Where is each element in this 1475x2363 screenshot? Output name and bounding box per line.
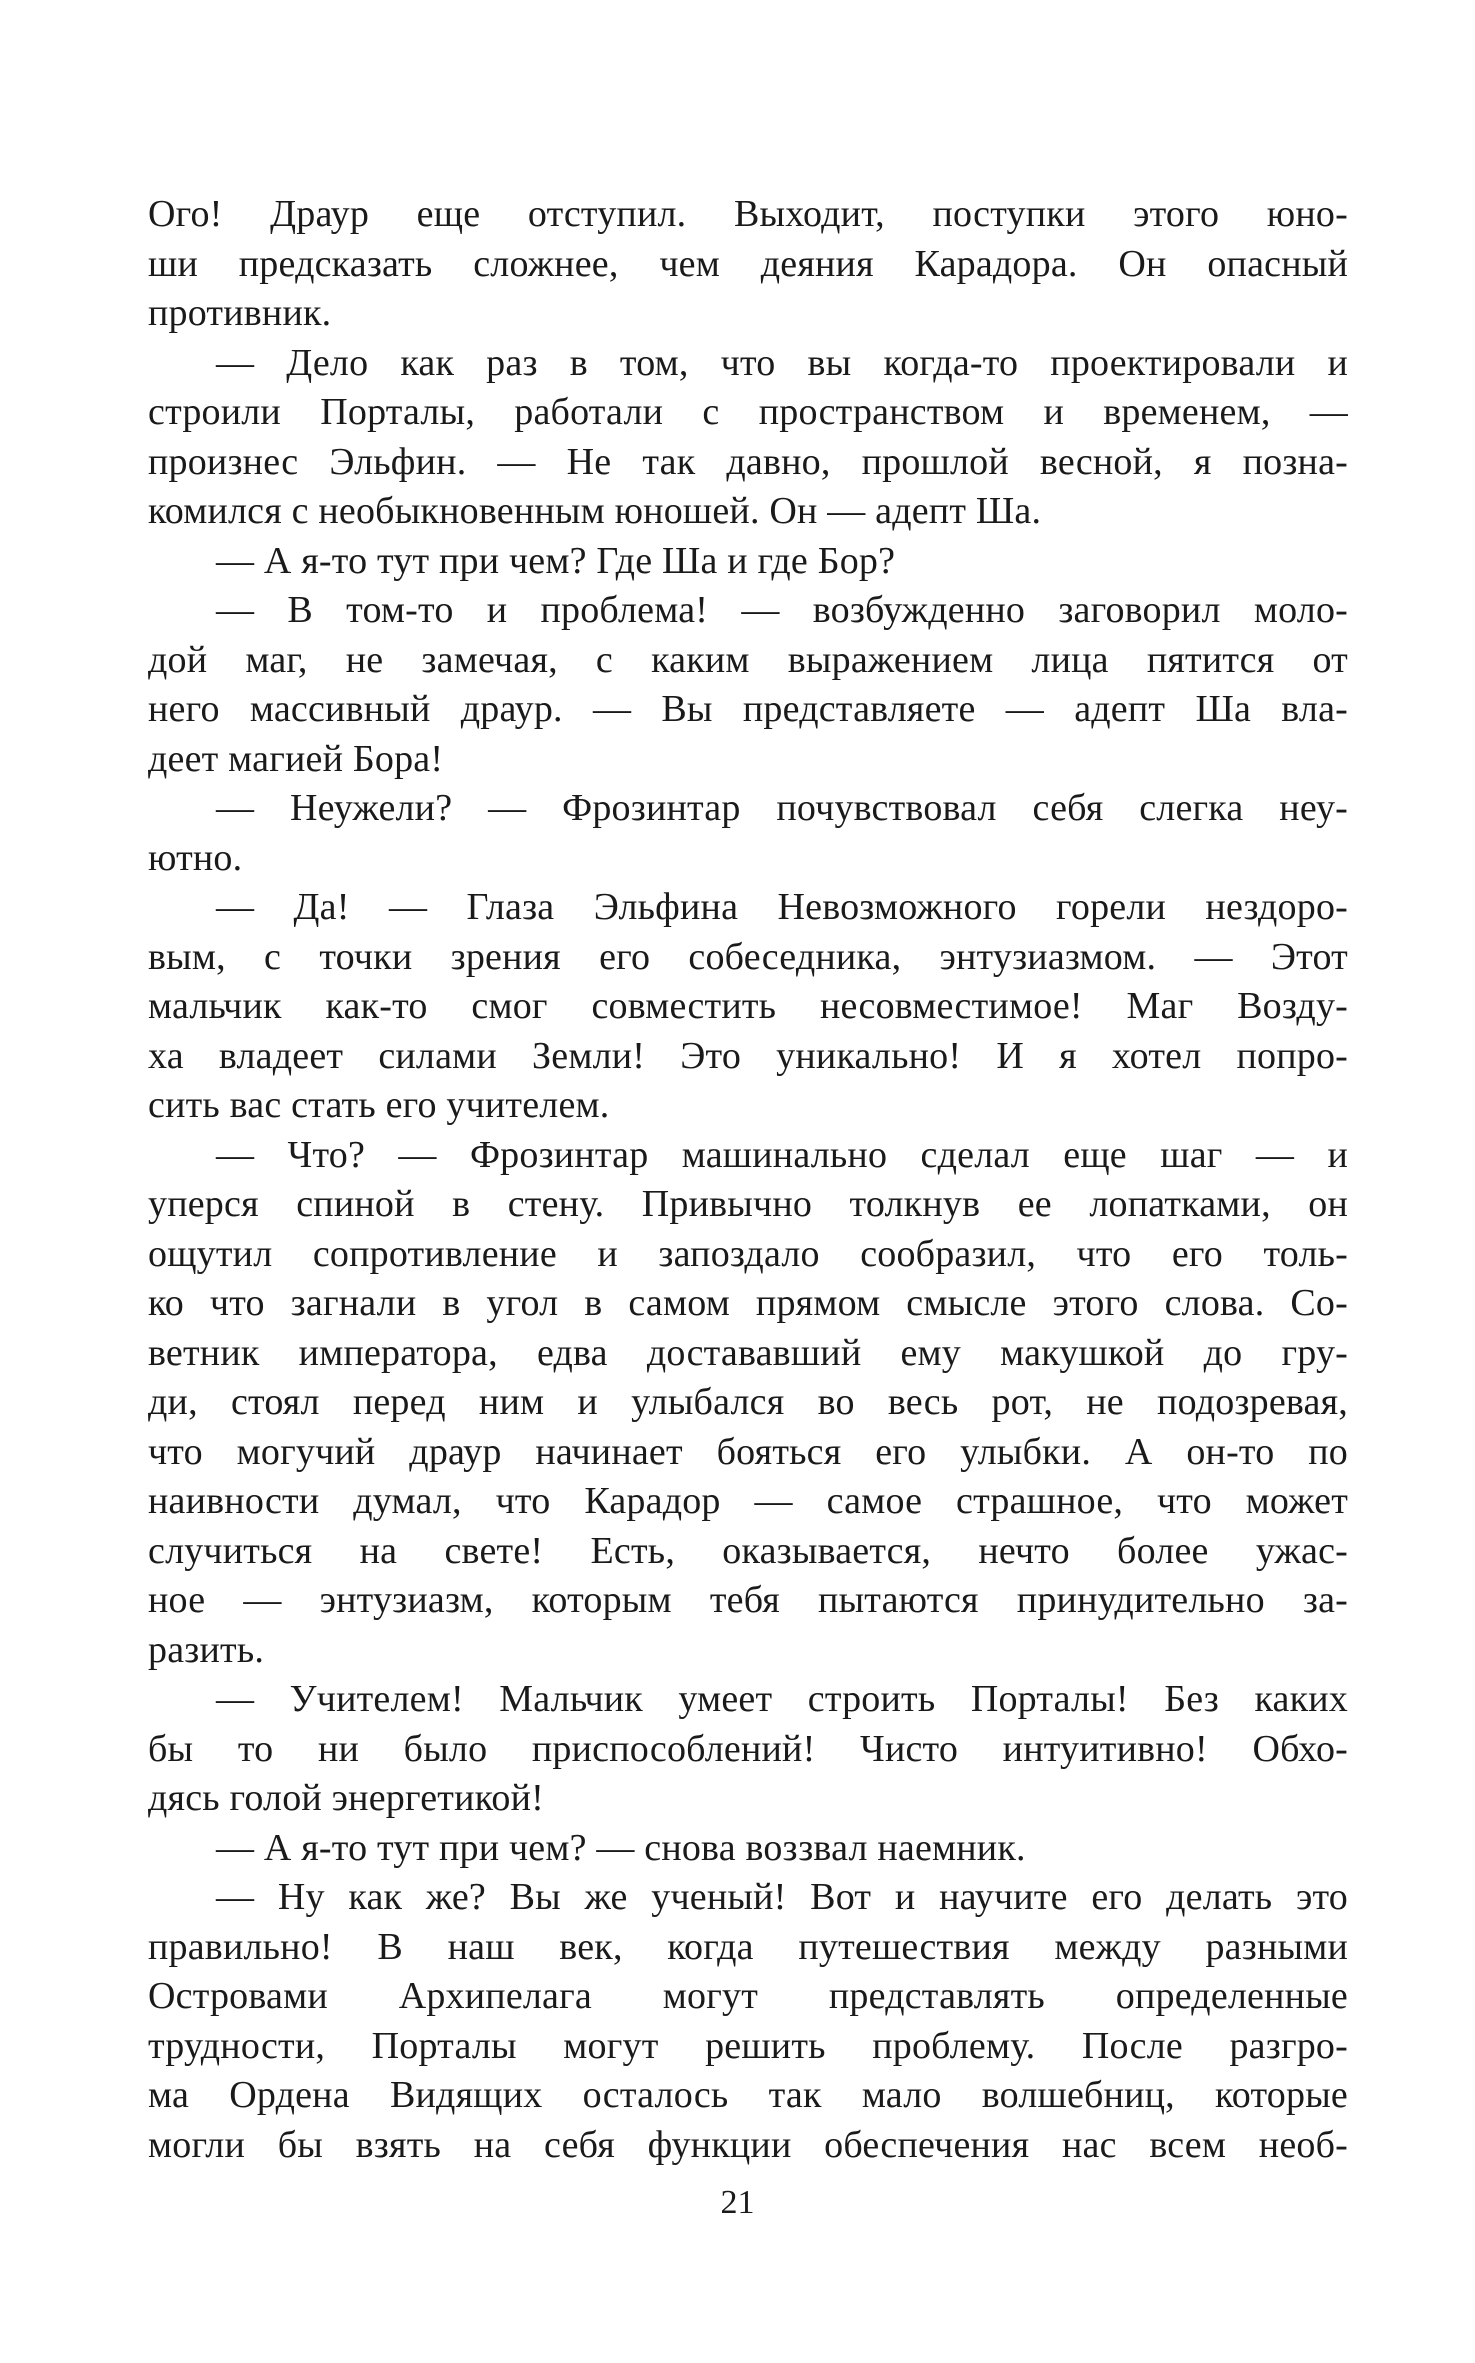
- text-line: что могучий драур начинает бояться его улыбки. А он-то по: [148, 1430, 1348, 1473]
- text-line: — Ну как же? Вы же ученый! Вот и научите его делать это: [216, 1876, 1348, 1918]
- text-line: Ого! Драур еще отступил. Выходит, поступки этого юно-: [148, 193, 1348, 235]
- text-line: — А я-то тут при чем? Где Ша и где Бор?: [216, 539, 896, 582]
- text-line: могли бы взять на себя функции обеспечения нас всем необ-: [148, 2123, 1348, 2166]
- text-line: ко что загнали в угол в самом прямом смысле этого слова. Со-: [148, 1282, 1348, 1324]
- text-line: бы то ни было приспособлений! Чисто интуитивно! Обхо-: [148, 1727, 1348, 1770]
- text-line: ютно.: [148, 836, 243, 879]
- text-line: — Учителем! Мальчик умеет строить Порталы! Без каких: [216, 1678, 1348, 1720]
- text-line: — Неужели? — Фрозинтар почувствовал себя слегка неу-: [216, 787, 1348, 829]
- text-line: ветник императора, едва достававший ему макушкой до гру-: [148, 1331, 1348, 1374]
- text-line: комился с необыкновенным юношей. Он — адепт Ша.: [148, 490, 1042, 532]
- text-line: случиться на свете! Есть, оказывается, нечто более ужас-: [148, 1529, 1348, 1572]
- text-line: него массивный драур. — Вы представляете — адепт Ша вла-: [148, 688, 1348, 730]
- text-line: разить.: [148, 1628, 265, 1671]
- text-line: ощутил сопротивление и запоздало сообразил, что его толь-: [148, 1232, 1348, 1275]
- text-line: трудности, Порталы могут решить проблему. После разгро-: [148, 2024, 1348, 2067]
- text-line: деет магией Бора!: [148, 737, 444, 780]
- text-line: вым, с точки зрения его собеседника, энтузиазмом. — Этот: [148, 935, 1348, 978]
- text-line: ма Ордена Видящих осталось так мало волшебниц, которые: [148, 2074, 1348, 2116]
- text-line: произнес Эльфин. — Не так давно, прошлой весной, я позна-: [148, 440, 1348, 483]
- text-line: ное — энтузиазм, которым тебя пытаются принудительно за-: [148, 1579, 1348, 1621]
- text-line: ди, стоял перед ним и улыбался во весь рот, не подозревая,: [148, 1381, 1348, 1423]
- text-line: ши предсказать сложнее, чем деяния Карадора. Он опасный: [148, 242, 1348, 285]
- text-line: Островами Архипелага могут представлять определенные: [148, 1975, 1348, 2017]
- text-line: противник.: [148, 292, 332, 334]
- text-line: сить вас стать его учителем.: [148, 1084, 610, 1126]
- page-body: [148, 190, 1348, 2170]
- text-line: наивности думал, что Карадор — самое страшное, что может: [148, 1480, 1348, 1522]
- text-line: — А я-то тут при чем? — снова воззвал наемник.: [216, 1826, 1026, 1869]
- text-line: строили Порталы, работали с пространством и временем, —: [148, 391, 1348, 433]
- text-line: — Что? — Фрозинтар машинально сделал еще шаг — и: [216, 1133, 1348, 1176]
- text-line: — Да! — Глаза Эльфина Невозможного горели нездоро-: [216, 886, 1348, 928]
- text-line: — Дело как раз в том, что вы когда-то проектировали и: [216, 341, 1348, 384]
- page-number: 21: [720, 2184, 755, 2221]
- text-line: мальчик как-то смог совместить несовместимое! Маг Возду-: [148, 985, 1348, 1027]
- text-line: уперся спиной в стену. Привычно толкнув ее лопатками, он: [148, 1183, 1348, 1225]
- text-line: ха владеет силами Земли! Это уникально! И я хотел попро-: [148, 1034, 1348, 1077]
- text-line: дясь голой энергетикой!: [148, 1777, 544, 1819]
- text-line: правильно! В наш век, когда путешествия между разными: [148, 1925, 1348, 1968]
- text-line: дой маг, не замечая, с каким выражением лица пятится от: [148, 638, 1348, 681]
- text-line: — В том-то и проблема! — возбужденно заговорил моло-: [216, 589, 1348, 631]
